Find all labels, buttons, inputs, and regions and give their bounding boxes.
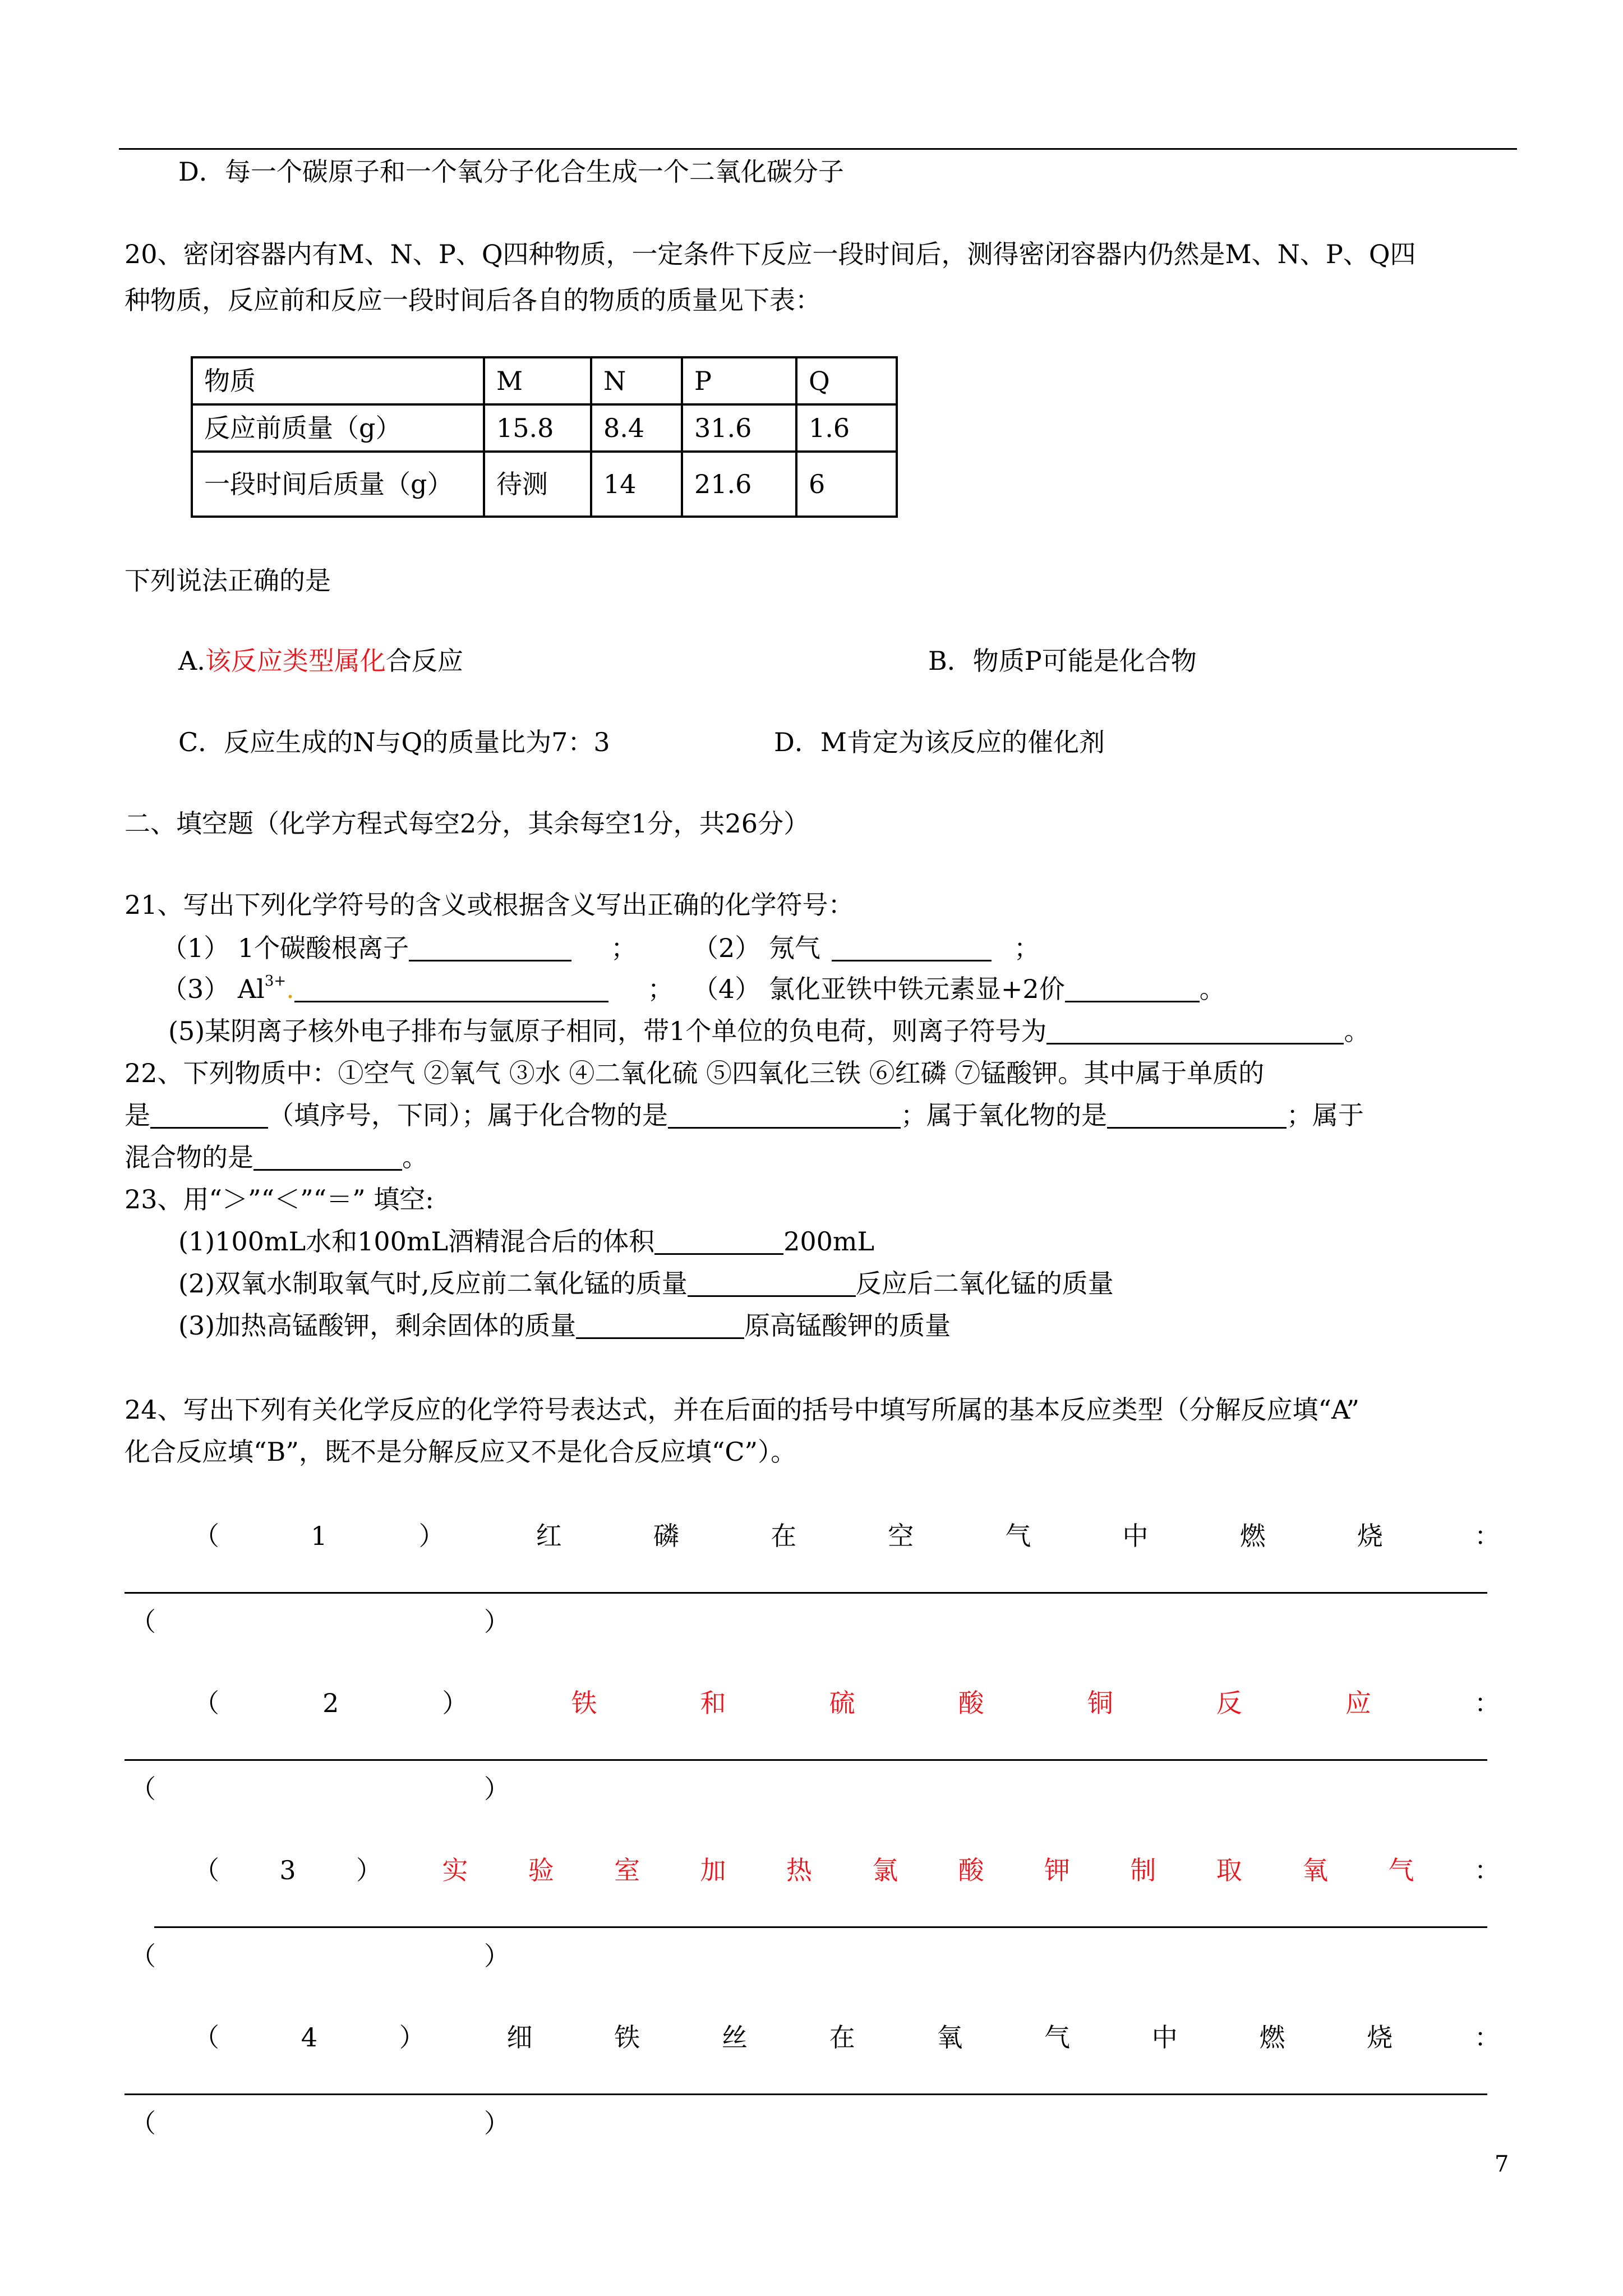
reaction-char: 氧 [937,2022,963,2053]
reaction-char: 氧 [1302,1855,1329,1885]
q21-item4-end: 。 [1199,974,1225,1004]
reaction-char: 铜 [1087,1688,1113,1718]
q23-item3 [178,1310,951,1341]
paren-close: ） [484,1607,510,1637]
colon: ： [1474,2022,1500,2053]
q24-item4-line [193,2022,1500,2053]
table-cell: 8.4 [591,404,682,452]
table-cell: 一段时间后质量（g） [192,452,484,517]
q20-option-a [178,648,463,674]
q22-text: 是 [125,1100,150,1130]
answer-blank[interactable] [688,1271,856,1297]
page-number: 7 [1495,2151,1509,2177]
q24-stem-line1: 24、写出下列有关化学反应的化学符号表达式，并在后面的括号中填写所属的基本反应类型（分解反应填“A” [125,1395,1360,1425]
q23-text: (1)100mL水和100mL酒精混合后的体积 [178,1226,655,1257]
q21-item4 [693,976,1225,1002]
reaction-char: 丝 [721,2022,748,2053]
colon: ： [1474,1855,1500,1885]
answer-line[interactable] [125,1592,1487,1594]
reaction-type-paren[interactable] [130,2110,510,2136]
table-cell: 6 [796,452,897,517]
answer-blank[interactable] [832,935,992,961]
table-cell: 14 [591,452,682,517]
colon: ： [1474,1521,1500,1551]
q22-text: 混合物的是 [125,1142,253,1172]
q19-option-d: D．每一个碳原子和一个氧分子化合生成一个二氧化碳分子 [178,157,844,187]
option-a-prefix: A. [178,646,205,676]
q24-item2-line [193,1690,1500,1716]
answer-line[interactable] [125,1759,1487,1761]
q23-text: (2)双氧水制取氧气时,反应前二氧化锰的质量 [178,1268,688,1299]
reaction-char: 实 [442,1855,468,1885]
q21-stem: 21、写出下列化学符号的含义或根据含义写出正确的化学符号： [125,890,854,920]
q22-line1: 22、下列物质中：①空气 ②氧气 ③水 ④二氧化硫 ⑤四氧化三铁 ⑥红磷 ⑦锰酸钾。其中属于单质的 [125,1058,1265,1088]
reaction-char: 室 [614,1855,640,1885]
reaction-type-paren[interactable] [130,1609,510,1635]
q21-item2-end: ； [1013,933,1040,963]
q21-item1-end: ； [611,933,637,963]
q21-item1 [162,935,637,961]
table-header-row [192,357,897,404]
item-number: 1 [311,1521,328,1551]
paren-close: ） [442,1688,468,1718]
reaction-char: 气 [1005,1521,1031,1551]
answer-blank[interactable] [576,1313,744,1339]
paren-open: （ [130,1774,156,1804]
item-number: 2 [322,1688,339,1718]
table-header-cell: 物质 [192,357,484,404]
q21-item5-text: (5)某阴离子核外电子排布与氩原子相同，带1个单位的负电荷，则离子符号为 [168,1016,1047,1046]
reaction-char: 酸 [958,1855,984,1885]
q24-item1-line [193,1523,1500,1549]
table-cell: 1.6 [796,404,897,452]
q24-item3-line [193,1857,1500,1883]
reaction-char: 酸 [958,1688,984,1718]
q23-text: (3)加热高锰酸钾，剩余固体的质量 [178,1310,577,1341]
item-number: 4 [301,2022,317,2053]
q23-item2 [178,1268,1114,1299]
paren-open: （ [130,2108,156,2138]
table-cell: 待测 [484,452,591,517]
answer-line[interactable] [154,1926,1487,1928]
q23-text: 反应后二氧化锰的质量 [855,1268,1114,1299]
paren-close: ） [399,2022,425,2053]
header-rule [119,148,1517,150]
reaction-char: 在 [829,2022,855,2053]
reaction-char: 验 [528,1855,554,1885]
reaction-char: 气 [1044,2022,1071,2053]
q23-text: 200mL [783,1226,875,1257]
reaction-char: 空 [888,1521,914,1551]
q21-item3-text: （3） Al [162,974,265,1004]
reaction-char: 细 [506,2022,533,2053]
paren-open: （ [193,2022,219,2053]
table-cell: 31.6 [682,404,796,452]
answer-blank[interactable] [668,1102,901,1129]
table-cell: 反应前质量（g） [192,404,484,452]
reaction-char: 磷 [653,1521,679,1551]
reaction-type-paren[interactable] [130,1776,510,1802]
reaction-char: 铁 [571,1688,597,1718]
reaction-char: 红 [536,1521,562,1551]
reaction-type-paren[interactable] [130,1943,510,1969]
q22-text: ；属于 [1287,1100,1364,1130]
q21-item1-text: （1） 1个碳酸根离子 [162,933,409,963]
q24-stem-line2: 化合反应填“B”，既不是分解反应又不是化合反应填“C”）。 [125,1437,797,1467]
q21-item5-end: 。 [1344,1016,1370,1046]
reaction-char: 反 [1216,1688,1242,1718]
q22-text: 。 [402,1142,428,1172]
q21-item2 [693,935,1040,961]
table-cell: 15.8 [484,404,591,452]
q22-line3 [125,1144,428,1171]
q22-line2 [125,1102,1364,1129]
reaction-char: 烧 [1357,1521,1383,1551]
option-a-highlight: 该反应类型属化 [205,646,386,676]
answer-blank[interactable] [409,935,571,961]
q22-text: （填序号，下同）；属于化合物的是 [268,1100,668,1130]
table-header-cell: M [484,357,591,404]
q20-option-c: C．反应生成的N与Q的质量比为7：3 [178,727,610,757]
q20-stem-line1: 20、密闭容器内有M、N、P、Q四种物质，一定条件下反应一段时间后，测得密闭容器内仍然是M、N、P、Q四 [125,239,1416,269]
q23-item1 [178,1228,874,1255]
table-header-cell: P [682,357,796,404]
ion-charge-superscript: 3+ [264,973,287,990]
reaction-char: 钾 [1044,1855,1071,1885]
paren-close: ） [484,2108,510,2138]
reaction-char: 加 [700,1855,726,1885]
answer-blank[interactable] [1046,1018,1344,1045]
reaction-char: 取 [1216,1855,1242,1885]
q21-item5 [168,1018,1370,1045]
colon: ： [1474,1688,1500,1718]
q20-option-b: B．物质P可能是化合物 [928,646,1197,676]
mass-table [191,356,898,518]
paren-open: （ [130,1607,156,1637]
answer-blank[interactable] [654,1228,783,1255]
q21-item3-end: ； [647,974,674,1004]
table-cell: 21.6 [682,452,796,517]
answer-blank[interactable] [1065,976,1200,1002]
answer-blank[interactable] [1107,1102,1287,1129]
paren-close: ） [356,1855,382,1885]
q23-text: 原高锰酸钾的质量 [744,1310,951,1341]
reaction-char: 气 [1388,1855,1414,1885]
reaction-char: 热 [786,1855,812,1885]
table-header-cell: N [591,357,682,404]
reaction-char: 硫 [829,1688,855,1718]
paren-close: ） [484,1941,510,1971]
q21-item3 [162,973,674,1004]
answer-blank[interactable] [253,1144,402,1171]
item-number: 3 [279,1855,296,1885]
q21-item3-mark: . [286,974,294,1004]
q20-stem-line2: 种物质，反应前和反应一段时间后各自的物质的质量见下表： [125,285,821,315]
reaction-char: 燃 [1259,2022,1285,2053]
answer-line[interactable] [125,2093,1487,2095]
q20-prompt: 下列说法正确的是 [125,565,331,596]
reaction-char: 在 [771,1521,797,1551]
reaction-char: 应 [1345,1688,1371,1718]
q22-text: ；属于氧化物的是 [901,1100,1107,1130]
answer-blank[interactable] [150,1102,268,1129]
reaction-char: 铁 [614,2022,640,2053]
paren-open: （ [130,1941,156,1971]
reaction-char: 和 [700,1688,726,1718]
q23-stem: 23、用“＞”“＜”“＝” 填空: [125,1184,434,1214]
paren-open: （ [193,1855,219,1885]
q20-option-d: D．M肯定为该反应的催化剂 [774,727,1105,757]
paren-open: （ [193,1521,219,1551]
option-a-rest: 合反应 [385,646,463,676]
reaction-char: 中 [1122,1521,1149,1551]
q21-item4-text: （4） 氯化亚铁中铁元素显+2价 [693,974,1065,1004]
q21-item2-text: （2） 氖气 [693,933,820,963]
table-row [192,404,897,452]
paren-close: ） [418,1521,445,1551]
section2-heading: 二、填空题（化学方程式每空2分，其余每空1分，共26分） [125,808,810,839]
paren-close: ） [484,1774,510,1804]
answer-blank[interactable] [294,976,608,1002]
reaction-char: 中 [1151,2022,1178,2053]
reaction-char: 制 [1130,1855,1156,1885]
reaction-char: 氯 [872,1855,898,1885]
reaction-char: 烧 [1367,2022,1393,2053]
paren-open: （ [193,1688,219,1718]
reaction-char: 燃 [1239,1521,1266,1551]
table-row [192,452,897,517]
table-header-cell: Q [796,357,897,404]
